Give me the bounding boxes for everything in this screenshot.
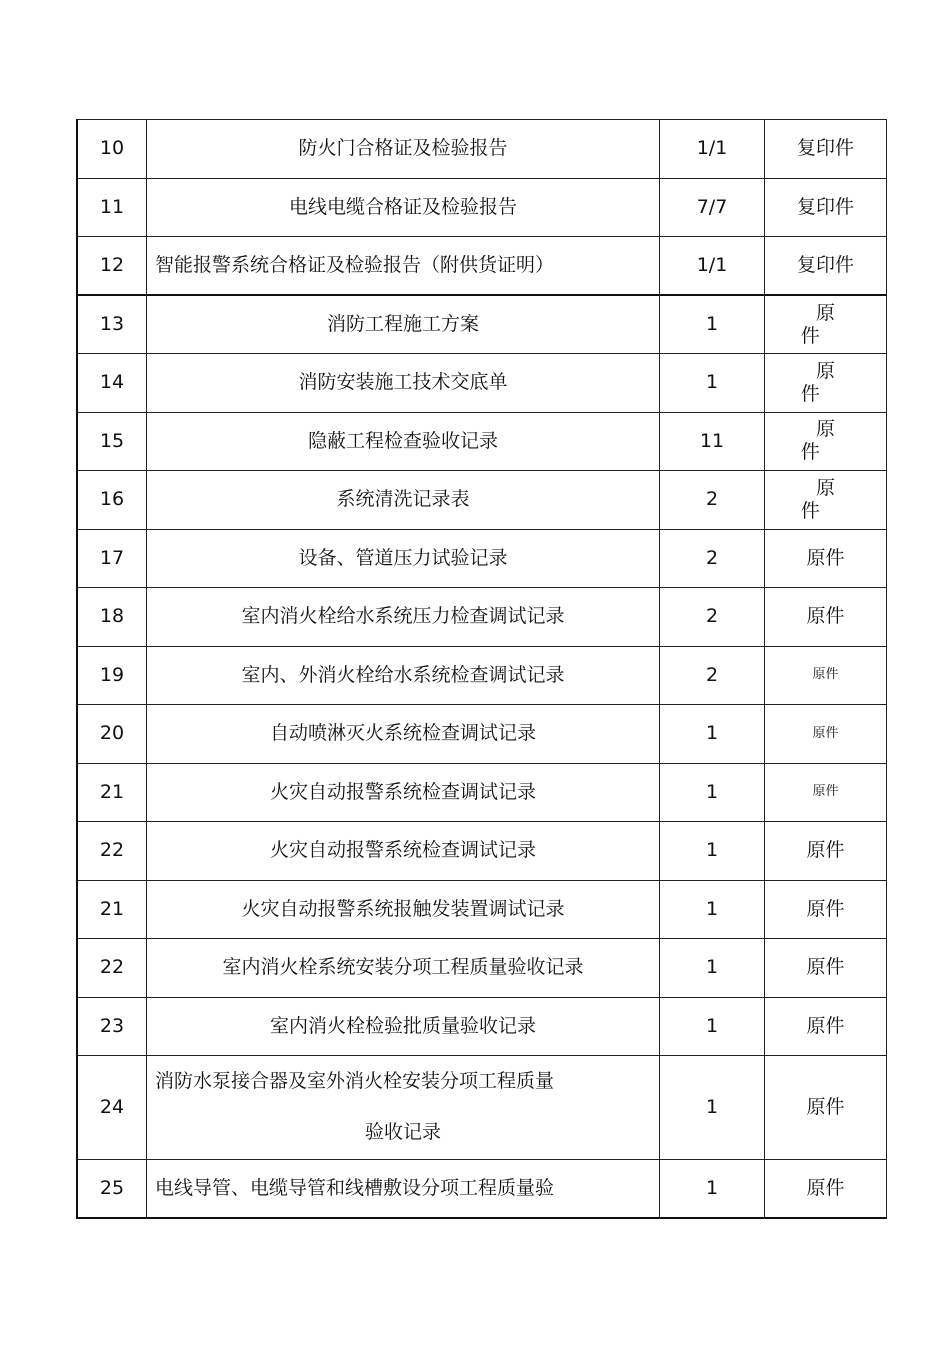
document-name: 火灾自动报警系统检查调试记录 bbox=[147, 822, 660, 881]
row-number: 23 bbox=[77, 997, 147, 1056]
page-count: 2 bbox=[660, 646, 765, 705]
row-number: 13 bbox=[77, 295, 147, 354]
row-number: 10 bbox=[77, 120, 147, 179]
page-count: 1 bbox=[660, 1056, 765, 1160]
document-type: 原件 bbox=[765, 822, 887, 881]
document-name: 智能报警系统合格证及检验报告（附供货证明） bbox=[147, 237, 660, 296]
document-name: 室内、外消火栓给水系统检查调试记录 bbox=[147, 646, 660, 705]
table-row bbox=[77, 178, 887, 237]
row-number: 18 bbox=[77, 588, 147, 647]
row-number: 21 bbox=[77, 880, 147, 939]
page-count: 2 bbox=[660, 588, 765, 647]
document-type: 原件 bbox=[765, 880, 887, 939]
row-number: 15 bbox=[77, 412, 147, 471]
document-type: 原件 bbox=[765, 646, 887, 705]
row-number: 21 bbox=[77, 763, 147, 822]
page-count: 11 bbox=[660, 412, 765, 471]
table-row bbox=[77, 880, 887, 939]
row-number: 22 bbox=[77, 822, 147, 881]
row-number: 20 bbox=[77, 705, 147, 764]
row-number: 24 bbox=[77, 1056, 147, 1160]
page-count: 1 bbox=[660, 939, 765, 998]
document-type: 复印件 bbox=[765, 178, 887, 237]
document-name: 火灾自动报警系统报触发装置调试记录 bbox=[147, 880, 660, 939]
page-count: 7/7 bbox=[660, 178, 765, 237]
document-name: 防火门合格证及检验报告 bbox=[147, 120, 660, 179]
document-name: 室内消火栓检验批质量验收记录 bbox=[147, 997, 660, 1056]
document-name-line-1: 消防水泵接合器及室外消火栓安装分项工程质量 bbox=[155, 1070, 555, 1092]
table-row bbox=[77, 295, 887, 354]
document-name-line-2: 验收记录 bbox=[364, 1121, 441, 1144]
document-name: 消防安装施工技术交底单 bbox=[147, 354, 660, 413]
page-count: 1 bbox=[660, 997, 765, 1056]
document-type: 原件 bbox=[765, 763, 887, 822]
document-name: 室内消火栓给水系统压力检查调试记录 bbox=[147, 588, 660, 647]
document-name: 室内消火栓系统安装分项工程质量验收记录 bbox=[147, 939, 660, 998]
table-row bbox=[77, 1056, 887, 1160]
document-type: 原件 bbox=[765, 588, 887, 647]
document-type: 原件 bbox=[765, 354, 887, 413]
document-type: 原件 bbox=[765, 295, 887, 354]
document-type: 原件 bbox=[765, 529, 887, 588]
document-name: 隐蔽工程检查验收记录 bbox=[147, 412, 660, 471]
page-count: 1 bbox=[660, 880, 765, 939]
document-name: 系统清洗记录表 bbox=[147, 471, 660, 530]
document-type: 复印件 bbox=[765, 237, 887, 296]
row-number: 25 bbox=[77, 1159, 147, 1218]
table-row bbox=[77, 529, 887, 588]
document-name bbox=[147, 1056, 660, 1160]
row-number: 22 bbox=[77, 939, 147, 998]
table-row bbox=[77, 471, 887, 530]
table-row bbox=[77, 237, 887, 296]
table-row bbox=[77, 997, 887, 1056]
document-type: 原件 bbox=[765, 939, 887, 998]
document-type: 原件 bbox=[765, 705, 887, 764]
document-type: 原件 bbox=[765, 1056, 887, 1160]
page-count: 1 bbox=[660, 1159, 765, 1218]
table-row bbox=[77, 939, 887, 998]
document-name: 火灾自动报警系统检查调试记录 bbox=[147, 763, 660, 822]
row-number: 14 bbox=[77, 354, 147, 413]
page-count: 1 bbox=[660, 295, 765, 354]
document-type: 复印件 bbox=[765, 120, 887, 179]
table-row bbox=[77, 763, 887, 822]
row-number: 17 bbox=[77, 529, 147, 588]
page-count: 2 bbox=[660, 529, 765, 588]
document-type: 原件 bbox=[765, 412, 887, 471]
document-type: 原件 bbox=[765, 997, 887, 1056]
row-number: 19 bbox=[77, 646, 147, 705]
page-count: 1 bbox=[660, 705, 765, 764]
document-name: 电线导管、电缆导管和线槽敷设分项工程质量验 bbox=[147, 1159, 660, 1218]
page-count: 1/1 bbox=[660, 237, 765, 296]
table-row bbox=[77, 822, 887, 881]
table-row bbox=[77, 354, 887, 413]
page-count: 1 bbox=[660, 763, 765, 822]
document-type: 原件 bbox=[765, 1159, 887, 1218]
document-table bbox=[76, 119, 887, 1219]
document-name: 设备、管道压力试验记录 bbox=[147, 529, 660, 588]
table-row bbox=[77, 705, 887, 764]
row-number: 12 bbox=[77, 237, 147, 296]
table-row bbox=[77, 1159, 887, 1218]
page-count: 1 bbox=[660, 354, 765, 413]
page-count: 2 bbox=[660, 471, 765, 530]
table-row bbox=[77, 646, 887, 705]
row-number: 16 bbox=[77, 471, 147, 530]
document-type: 原件 bbox=[765, 471, 887, 530]
page-count: 1 bbox=[660, 822, 765, 881]
document-name: 消防工程施工方案 bbox=[147, 295, 660, 354]
table-row bbox=[77, 120, 887, 179]
document-name: 自动喷淋灭火系统检查调试记录 bbox=[147, 705, 660, 764]
row-number: 11 bbox=[77, 178, 147, 237]
table-row bbox=[77, 588, 887, 647]
document-name: 电线电缆合格证及检验报告 bbox=[147, 178, 660, 237]
table-row bbox=[77, 412, 887, 471]
page-count: 1/1 bbox=[660, 120, 765, 179]
